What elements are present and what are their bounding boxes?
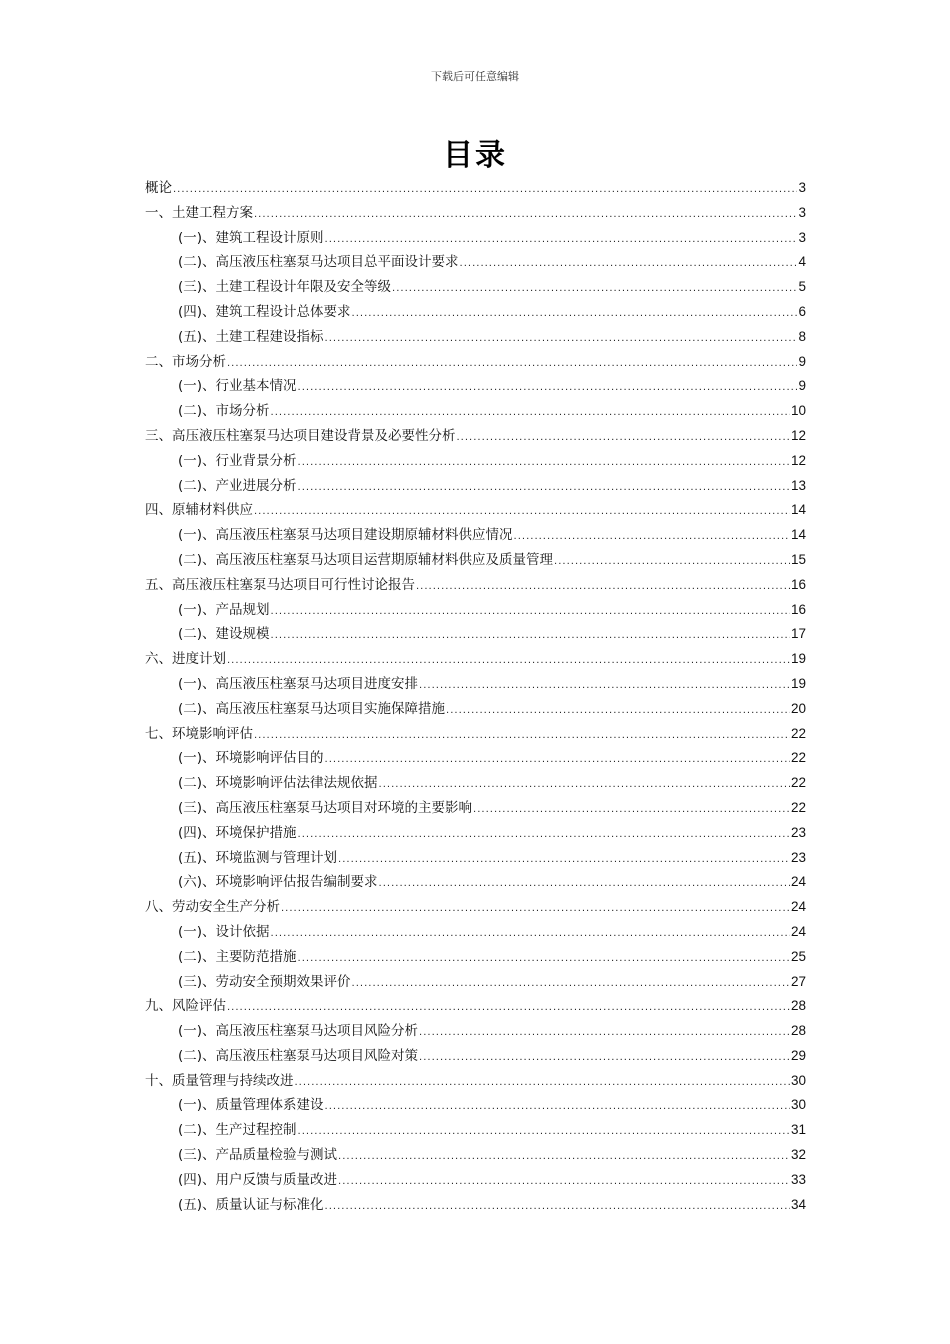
toc-dot-leader — [473, 798, 790, 823]
toc-entry-page-number: 23 — [790, 849, 806, 865]
toc-entry-page-number: 25 — [790, 948, 806, 964]
toc-entry-label: 一、土建工程方案 — [145, 204, 253, 221]
toc-entry[interactable] — [145, 275, 806, 300]
toc-entry[interactable] — [145, 523, 806, 548]
toc-entry-label: (一)、环境影响评估目的 — [178, 750, 324, 767]
toc-entry-label: (一)、行业基本情况 — [178, 378, 297, 395]
toc-entry[interactable] — [145, 945, 806, 970]
toc-dot-leader — [325, 228, 798, 253]
toc-entry-page-number: 24 — [790, 874, 806, 890]
toc-dot-leader — [227, 996, 790, 1021]
toc-entry[interactable] — [145, 697, 806, 722]
toc-entry-page-number: 13 — [790, 477, 806, 493]
toc-entry-label: (四)、环境保护措施 — [178, 824, 297, 841]
toc-entry-page-number: 14 — [790, 502, 806, 518]
toc-entry-page-number: 22 — [790, 775, 806, 791]
toc-entry[interactable] — [145, 1168, 806, 1193]
toc-dot-leader — [352, 302, 798, 327]
toc-entry-label: (五)、土建工程建设指标 — [178, 328, 324, 345]
toc-entry[interactable] — [145, 672, 806, 697]
toc-dot-leader — [379, 773, 790, 798]
toc-entry-label: (一)、建筑工程设计原则 — [178, 229, 324, 246]
toc-entry-label: (六)、环境影响评估报告编制要求 — [178, 874, 378, 891]
toc-entry[interactable] — [145, 622, 806, 647]
toc-entry[interactable] — [145, 994, 806, 1019]
toc-entry-page-number: 33 — [790, 1171, 806, 1187]
toc-entry[interactable] — [145, 821, 806, 846]
toc-dot-leader — [298, 376, 798, 401]
toc-entry-page-number: 3 — [798, 180, 806, 195]
toc-entry-label: (一)、质量管理体系建设 — [178, 1097, 324, 1114]
toc-entry-label: (五)、环境监测与管理计划 — [178, 849, 338, 866]
toc-dot-leader — [298, 451, 790, 476]
toc-entry-label: (三)、产品质量检验与测试 — [178, 1147, 338, 1164]
toc-dot-leader — [281, 897, 790, 922]
toc-entry[interactable] — [145, 399, 806, 424]
toc-entry-label: 九、风险评估 — [145, 998, 226, 1015]
toc-entry-page-number: 32 — [790, 1147, 806, 1163]
toc-entry[interactable] — [145, 796, 806, 821]
toc-entry-page-number: 9 — [798, 353, 806, 369]
toc-entry-label: (五)、质量认证与标准化 — [178, 1196, 324, 1213]
toc-entry[interactable] — [145, 1019, 806, 1044]
toc-entry-label: 概论 — [145, 180, 172, 196]
toc-entry[interactable] — [145, 226, 806, 251]
toc-entry-label: (一)、行业背景分析 — [178, 452, 297, 469]
toc-entry[interactable] — [145, 970, 806, 995]
toc-entry-label: (二)、高压液压柱塞泵马达项目实施保障措施 — [178, 700, 446, 717]
toc-entry[interactable] — [145, 374, 806, 399]
toc-entry-page-number: 30 — [790, 1072, 806, 1088]
toc-dot-leader — [554, 550, 790, 575]
toc-entry[interactable] — [145, 1118, 806, 1143]
toc-entry-page-number: 23 — [790, 824, 806, 840]
toc-entry-page-number: 3 — [798, 229, 806, 245]
toc-title: 目录 — [443, 138, 507, 173]
toc-dot-leader — [254, 203, 797, 228]
toc-entry-page-number: 28 — [790, 1023, 806, 1039]
toc-entry-page-number: 34 — [790, 1196, 806, 1212]
toc-entry-label: 七、环境影响评估 — [145, 725, 253, 742]
toc-dot-leader — [419, 674, 790, 699]
toc-entry-label: (三)、劳动安全预期效果评价 — [178, 973, 351, 990]
toc-entry-page-number: 22 — [790, 750, 806, 766]
toc-entry-page-number: 24 — [790, 923, 806, 939]
toc-dot-leader — [298, 823, 790, 848]
toc-entry-page-number: 5 — [798, 279, 806, 295]
toc-entry[interactable] — [145, 1044, 806, 1069]
toc-dot-leader — [514, 525, 790, 550]
toc-entry[interactable] — [145, 474, 806, 499]
toc-entry[interactable] — [145, 250, 806, 275]
toc-dot-leader — [338, 848, 790, 873]
toc-entry-page-number: 31 — [790, 1122, 806, 1138]
toc-dot-leader — [271, 401, 790, 426]
toc-entry-label: 四、原辅材料供应 — [145, 502, 253, 519]
toc-dot-leader — [419, 1046, 790, 1071]
toc-entry-label: (四)、建筑工程设计总体要求 — [178, 303, 351, 320]
toc-entry-label: (一)、设计依据 — [178, 923, 270, 940]
toc-entry[interactable] — [145, 1093, 806, 1118]
toc-entry-page-number: 12 — [790, 427, 806, 443]
toc-entry[interactable] — [145, 722, 806, 747]
toc-entry[interactable] — [145, 895, 806, 920]
toc-entry[interactable] — [145, 598, 806, 623]
toc-entry-label: (一)、产品规划 — [178, 601, 270, 618]
toc-dot-leader — [457, 426, 790, 451]
toc-entry-label: (二)、环境影响评估法律法规依据 — [178, 775, 378, 792]
toc-entry-page-number: 20 — [790, 700, 806, 716]
toc-dot-leader — [271, 922, 790, 947]
toc-entry[interactable] — [145, 870, 806, 895]
toc-dot-leader — [338, 1170, 790, 1195]
toc-dot-leader — [460, 252, 798, 277]
toc-dot-leader — [325, 748, 790, 773]
toc-entry-label: 八、劳动安全生产分析 — [145, 899, 280, 916]
toc-entry-label: (二)、建设规模 — [178, 626, 270, 643]
toc-entry-label: (二)、高压液压柱塞泵马达项目风险对策 — [178, 1047, 419, 1064]
toc-entry-label: (一)、高压液压柱塞泵马达项目建设期原辅材料供应情况 — [178, 527, 513, 544]
toc-entry-label: (二)、高压液压柱塞泵马达项目总平面设计要求 — [178, 254, 459, 271]
toc-dot-leader — [419, 1021, 790, 1046]
toc-entry[interactable] — [145, 920, 806, 945]
toc-entry-label: 五、高压液压柱塞泵马达项目可行性讨论报告 — [145, 576, 415, 593]
toc-dot-leader — [227, 649, 790, 674]
toc-entry-page-number: 24 — [790, 899, 806, 915]
toc-entry-label: 二、市场分析 — [145, 353, 226, 370]
toc-dot-leader — [173, 178, 797, 203]
toc-entry-page-number: 16 — [790, 576, 806, 592]
toc-entry-page-number: 8 — [798, 328, 806, 344]
toc-entry[interactable] — [145, 300, 806, 325]
toc-entry-page-number: 3 — [798, 204, 806, 220]
toc-dot-leader — [298, 947, 790, 972]
toc-dot-leader — [298, 476, 790, 501]
toc-entry[interactable] — [145, 846, 806, 871]
toc-entry-page-number: 22 — [790, 799, 806, 815]
toc-entry-page-number: 17 — [790, 626, 806, 642]
toc-dot-leader — [254, 724, 790, 749]
toc-entry[interactable] — [145, 573, 806, 598]
toc-entry-page-number: 6 — [798, 303, 806, 319]
toc-dot-leader — [446, 699, 790, 724]
toc-entry[interactable] — [145, 350, 806, 375]
toc-entry-page-number: 9 — [798, 378, 806, 394]
toc-entry-page-number: 14 — [790, 527, 806, 543]
toc-dot-leader — [338, 1145, 790, 1170]
toc-entry-page-number: 29 — [790, 1047, 806, 1063]
toc-entry-page-number: 22 — [790, 725, 806, 741]
toc-entry[interactable] — [145, 325, 806, 350]
toc-entry[interactable] — [145, 201, 806, 226]
toc-entry-page-number: 19 — [790, 651, 806, 667]
table-of-contents — [145, 176, 806, 1217]
toc-dot-leader — [352, 972, 790, 997]
toc-entry-label: (三)、土建工程设计年限及安全等级 — [178, 279, 392, 296]
toc-dot-leader — [325, 327, 798, 352]
toc-entry-page-number: 19 — [790, 675, 806, 691]
toc-entry-label: (二)、生产过程控制 — [178, 1122, 297, 1139]
toc-entry-page-number: 28 — [790, 998, 806, 1014]
toc-dot-leader — [392, 277, 797, 302]
toc-dot-leader — [227, 352, 797, 377]
toc-entry-page-number: 15 — [790, 551, 806, 567]
toc-entry[interactable] — [145, 746, 806, 771]
toc-entry[interactable] — [145, 1143, 806, 1168]
toc-entry-label: (一)、高压液压柱塞泵马达项目风险分析 — [178, 1023, 419, 1040]
toc-entry[interactable] — [145, 1193, 806, 1218]
toc-entry-page-number: 30 — [790, 1097, 806, 1113]
toc-entry-label: 三、高压液压柱塞泵马达项目建设背景及必要性分析 — [145, 427, 456, 444]
toc-entry[interactable] — [145, 498, 806, 523]
toc-entry[interactable] — [145, 771, 806, 796]
toc-entry-label: 六、进度计划 — [145, 651, 226, 668]
toc-entry[interactable] — [145, 424, 806, 449]
toc-dot-leader — [325, 1195, 790, 1220]
toc-entry-label: (二)、产业进展分析 — [178, 477, 297, 494]
toc-entry-label: (一)、高压液压柱塞泵马达项目进度安排 — [178, 675, 419, 692]
toc-entry[interactable] — [145, 647, 806, 672]
toc-dot-leader — [295, 1071, 790, 1096]
toc-entry[interactable] — [145, 449, 806, 474]
toc-dot-leader — [271, 600, 790, 625]
toc-dot-leader — [325, 1095, 790, 1120]
toc-entry[interactable] — [145, 176, 806, 201]
page-header-note: 下载后可任意编辑 — [431, 70, 519, 83]
toc-entry-label: 十、质量管理与持续改进 — [145, 1072, 294, 1089]
toc-entry-page-number: 27 — [790, 973, 806, 989]
toc-dot-leader — [416, 575, 790, 600]
toc-entry-page-number: 12 — [790, 452, 806, 468]
toc-dot-leader — [298, 1120, 790, 1145]
toc-entry-label: (四)、用户反馈与质量改进 — [178, 1171, 338, 1188]
toc-entry-label: (三)、高压液压柱塞泵马达项目对环境的主要影响 — [178, 799, 473, 816]
toc-entry-page-number: 4 — [798, 254, 806, 270]
toc-entry-page-number: 16 — [790, 601, 806, 617]
toc-entry[interactable] — [145, 548, 806, 573]
toc-entry-label: (二)、高压液压柱塞泵马达项目运营期原辅材料供应及质量管理 — [178, 551, 554, 568]
toc-entry-label: (二)、市场分析 — [178, 403, 270, 420]
toc-dot-leader — [254, 500, 790, 525]
toc-entry-label: (二)、主要防范措施 — [178, 948, 297, 965]
toc-dot-leader — [271, 624, 790, 649]
toc-dot-leader — [379, 872, 790, 897]
toc-entry[interactable] — [145, 1069, 806, 1094]
toc-entry-page-number: 10 — [790, 403, 806, 419]
